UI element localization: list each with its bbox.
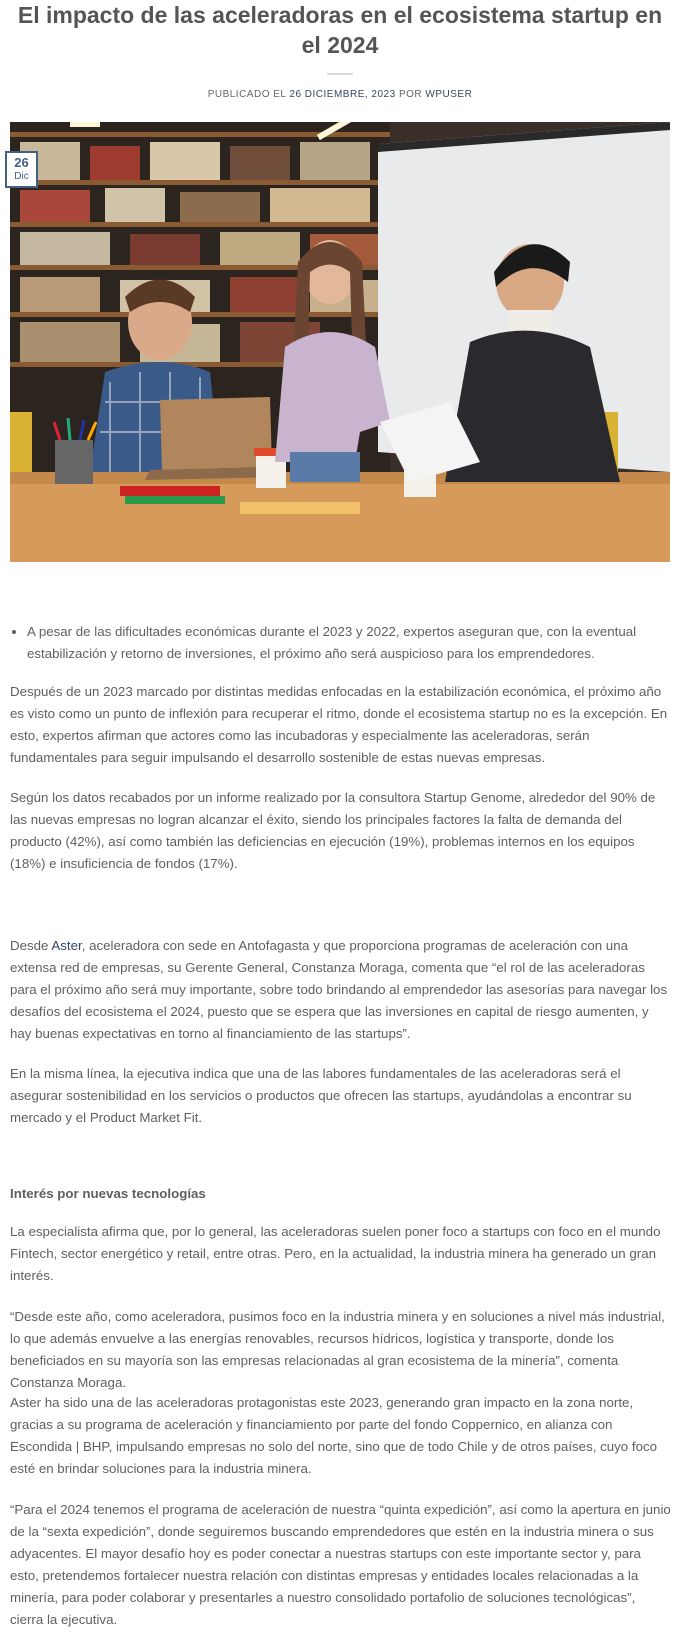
- date-badge: [5, 151, 38, 188]
- author-link[interactable]: WPUSER: [425, 89, 473, 100]
- paragraph-3-rest: , aceleradora con sede en Antofagasta y que proporciona programas de aceleración con una extensa red de empresas, su Gerente General, Constanza Moraga, comenta que “el rol de las aceleradoras para el próximo año será muy importante, sobre todo brindando al emprendedor las asesorías para navegar los desafíos del ecosistema el 2024, puesto que se espera que las inversiones en capital de riesgo aumenten, y hay buenas expectativas en torno al financiamiento de las startups”.: [10, 938, 668, 1041]
- date-badge-month: Dic: [14, 171, 29, 182]
- list-item: • A pesar de las dificultades económicas durante el 2023 y 2022, expertos aseguran que, con la eventual estabilización y retorno de inversiones, el próximo año será auspicioso para los emprendedores.: [27, 621, 670, 665]
- paragraph-3: [10, 935, 672, 1045]
- article-title: El impacto de las aceleradoras en el ecosistema startup en el 2024: [17, 2, 663, 58]
- paragraph-1: Después de un 2023 marcado por distintas medidas enfocadas en la estabilización económica, el próximo año es visto como un punto de inflexión para recuperar el ritmo, donde el ecosistema startup no es la excepción. En esto, expertos afirman que actores como las incubadoras y especialmente las aceleradoras, serán fundamentales para seguir impulsando el desarrollo sostenible de estas nuevas empresas.: [10, 684, 668, 765]
- section-heading: Interés por nuevas tecnologías: [10, 1186, 206, 1201]
- post-meta: [0, 89, 680, 100]
- featured-image-illustration: [10, 122, 670, 562]
- aster-link[interactable]: Aster: [51, 938, 82, 953]
- published-prefix: PUBLICADO EL: [207, 89, 287, 100]
- featured-image: [10, 122, 670, 562]
- paragraph-7: Aster ha sido una de las aceleradoras protagonistas este 2023, generando gran impacto en la zona norte, gracias a su programa de aceleración y financiamiento por parte del fondo Coppernico, en alianza con Escondida | BHP, impulsando empresas no solo del norte, sino que de todo Chile y de otros países, cuyo foco esté en brindar soluciones para la industria minera.: [10, 1395, 658, 1476]
- paragraph-8: “Para el 2024 tenemos el programa de aceleración de nuestra “quinta expedición”, así como la apertura en junio de la “sexta expedición”, donde seguiremos buscando emprendedores que estén en la industria minera o sus adyacentes. El mayor desafío hoy es poder conectar a nuestras startups con este importante sector y, para esto, pretendemos fortalecer nuestra relación con distintas empresas y entidades locales relacionadas a la minería, para poder colaborar y presentarles a nuestro consolidado portafolio de soluciones tecnológicas”, cierra la ejecutiva.: [10, 1502, 671, 1627]
- paragraph-4: En la misma línea, la ejecutiva indica que una de las labores fundamentales de las aceleradoras será el asegurar sostenibilidad en los servicios o productos que ofrecen las startups, ayudándolas a encontrar su mercado y el Product Market Fit.: [10, 1066, 632, 1125]
- title-divider: [327, 73, 353, 75]
- by-text: POR: [398, 89, 423, 100]
- paragraph-2: Según los datos recabados por un informe realizado por la consultora Startup Genome, alrededor del 90% de las nuevas empresas no logran alcanzar el éxito, siendo los principales factores la falta de demanda del producto (42%), así como también las deficiencias en ejecución (19%), problemas internos en los equipos (18%) e insuficiencia de fondos (17%).: [10, 790, 656, 871]
- paragraph-6: “Desde este año, como aceleradora, pusimos foco en la industria minera y en soluciones a nivel más industrial, lo que además envuelve a las energías renovables, recursos hídricos, logística y transporte, donde los beneficiados en su mayoría son las empresas relacionadas al gran ecosistema de la minería”, comenta Constanza Moraga.: [10, 1309, 665, 1390]
- paragraph-3-prefix: Desde: [10, 938, 49, 953]
- paragraph-5: La especialista afirma que, por lo general, las aceleradoras suelen poner foco a startups con foco en el mundo Fintech, sector energético y retail, entre otras. Pero, en la actualidad, la industria minera ha generado un gran interés.: [10, 1224, 661, 1283]
- summary-list: [10, 621, 670, 665]
- post-date-link[interactable]: 26 DICIEMBRE, 2023: [289, 89, 396, 100]
- date-badge-day: 26: [14, 155, 29, 170]
